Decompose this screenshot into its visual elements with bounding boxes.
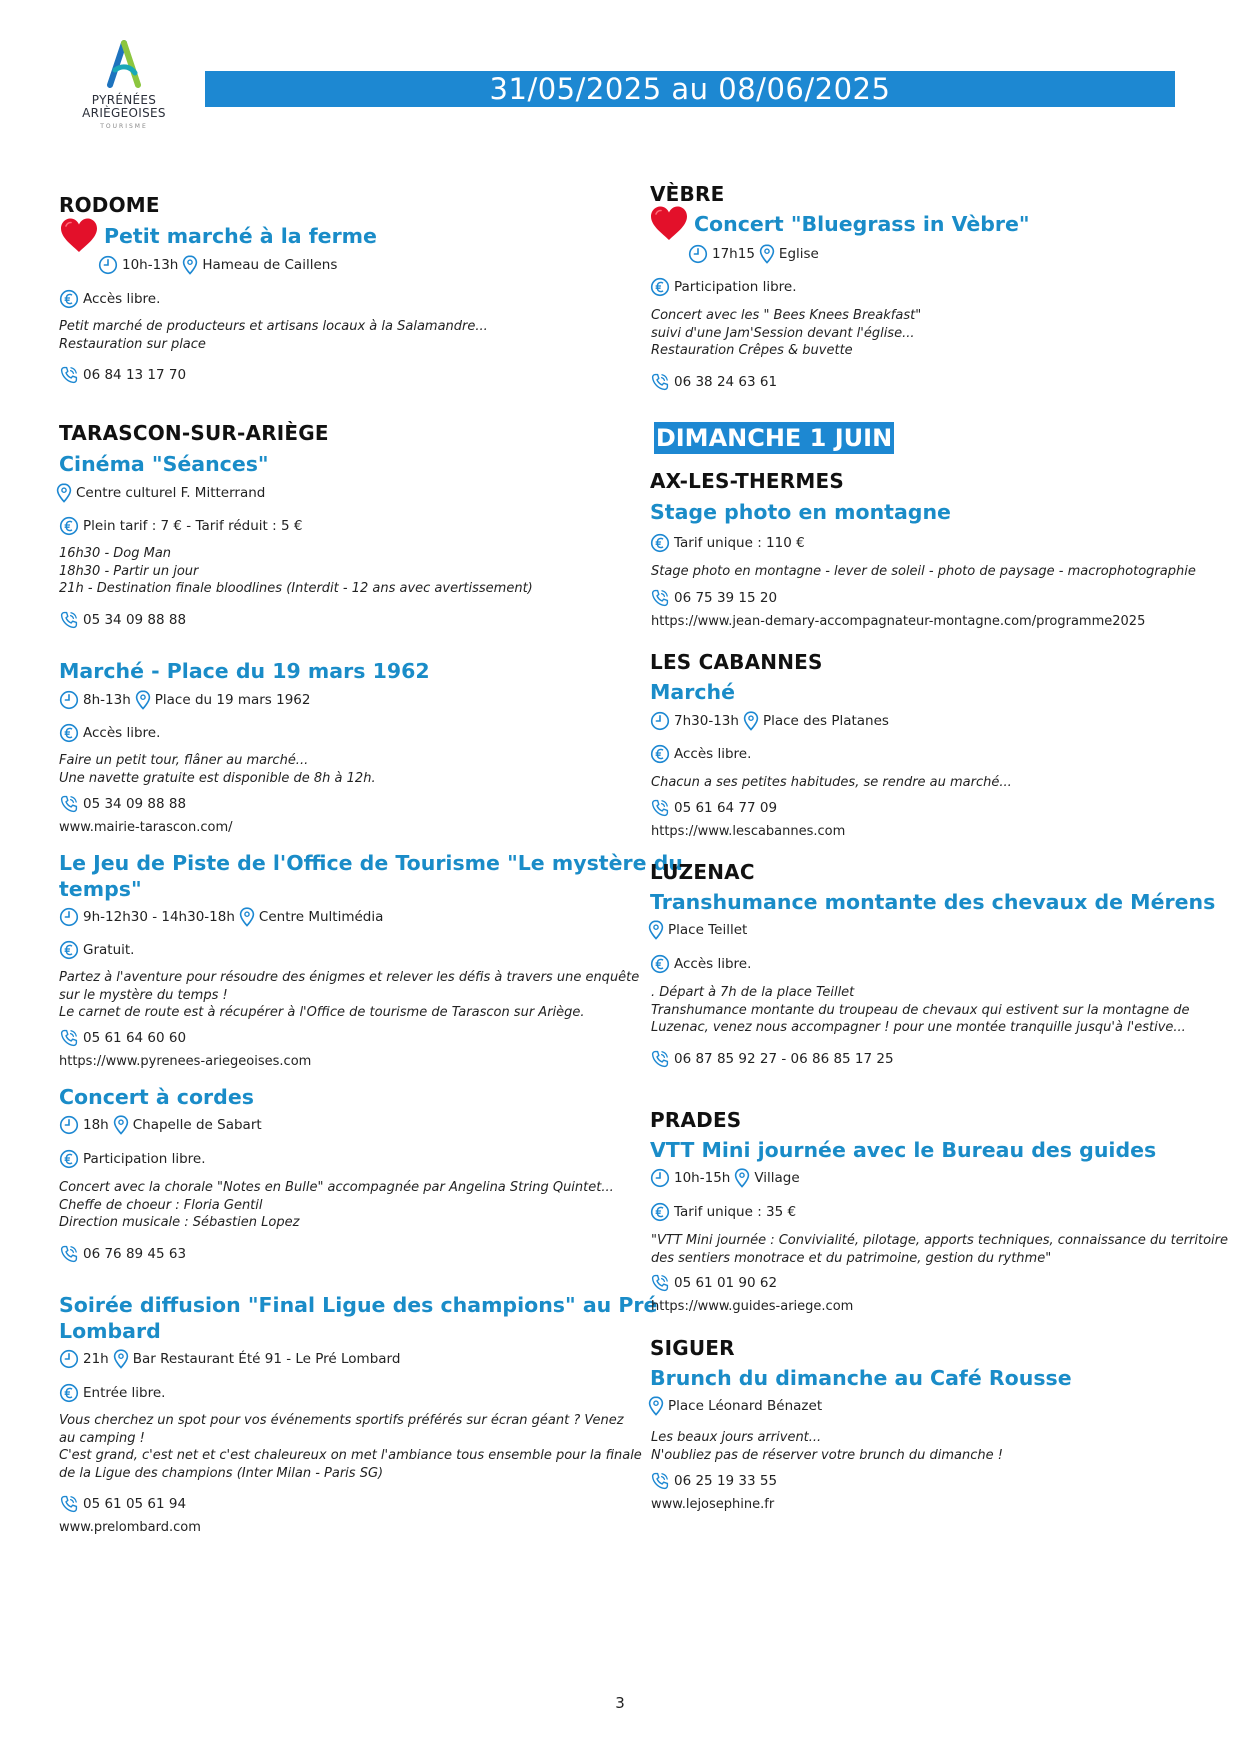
desc-line: Vous cherchez un spot pour vos événements sportifs préférés sur écran géant ? Venez (59, 1413, 624, 1428)
event-phone (59, 1028, 186, 1048)
phone-number[interactable]: 06 87 85 92 27 - 06 86 85 17 25 (674, 1051, 894, 1067)
event-title-petit-marche[interactable]: Petit marché à la ferme (104, 224, 377, 248)
event-time-place (688, 244, 819, 264)
clock-icon (59, 1115, 79, 1135)
event-title-marche-tarascon[interactable]: Marché - Place du 19 mars 1962 (59, 659, 430, 683)
euro-icon (650, 277, 670, 297)
phone-icon (650, 372, 670, 392)
desc-line: Concert avec les " Bees Knees Breakfast" (651, 308, 922, 323)
desc-line: sur le mystère du temps ! (59, 987, 228, 1003)
event-time: 10h-15h (674, 1170, 731, 1186)
event-time: 7h30-13h (674, 713, 739, 729)
city-vebre: VÈBRE (650, 182, 725, 206)
event-time: 8h-13h (83, 692, 131, 708)
desc-line: 18h30 - Partir un jour (59, 563, 199, 579)
location-pin-icon (56, 483, 72, 503)
event-price (650, 954, 751, 974)
event-price (59, 516, 302, 536)
city-les-cabannes: LES CABANNES (650, 650, 823, 674)
location-pin-icon (113, 1115, 129, 1135)
price-text: Gratuit. (83, 942, 135, 958)
phone-number[interactable]: 05 61 05 61 94 (83, 1496, 187, 1512)
desc-line: . Départ à 7h de la place Teillet (651, 985, 855, 1000)
event-website-link[interactable]: https://www.guides-ariege.com (651, 1299, 854, 1314)
event-time-place (650, 1168, 800, 1188)
event-title-stage-photo[interactable]: Stage photo en montagne (650, 500, 951, 524)
event-website-link[interactable]: https://www.jean-demary-accompagnateur-montagne.com/programme2025 (651, 614, 1146, 629)
clock-icon (650, 711, 670, 731)
event-website-link[interactable]: https://www.lescabannes.com (651, 824, 846, 839)
price-text: Accès libre. (83, 291, 161, 307)
event-title-soiree-diffusion[interactable] (59, 1292, 657, 1344)
price-text: Participation libre. (674, 279, 797, 295)
event-time-place (59, 907, 383, 927)
event-description (651, 1429, 1003, 1464)
event-phone (650, 588, 777, 608)
phone-icon (650, 1471, 670, 1491)
event-time: 18h (83, 1117, 109, 1133)
euro-icon (59, 289, 79, 309)
title-line: Lombard (59, 1319, 161, 1343)
event-phone (59, 1494, 186, 1514)
event-place: Place Léonard Bénazet (668, 1398, 823, 1414)
logo-line-1: PYRÉNÉES (91, 93, 157, 107)
page-number: 3 (615, 1694, 625, 1712)
event-description (59, 318, 488, 353)
event-title-brunch[interactable]: Brunch du dimanche au Café Rousse (650, 1366, 1072, 1390)
location-pin-icon (113, 1349, 129, 1369)
phone-icon (650, 588, 670, 608)
event-phone (59, 610, 186, 630)
event-place: Hameau de Caillens (202, 257, 338, 273)
event-place: Place du 19 mars 1962 (154, 692, 311, 708)
event-description (651, 984, 1189, 1037)
logo-mark-icon (102, 40, 146, 94)
phone-icon (59, 1028, 79, 1048)
desc-line: suivi d'une Jam'Session devant l'église... (651, 325, 915, 341)
event-price (650, 533, 805, 553)
event-website-link[interactable]: www.mairie-tarascon.com/ (59, 820, 233, 835)
city-prades: PRADES (650, 1108, 742, 1132)
price-text: Plein tarif : 7 € - Tarif réduit : 5 € (83, 518, 303, 534)
phone-number[interactable]: 05 34 09 88 88 (83, 612, 187, 628)
desc-line: de la Ligue des champions (Inter Milan - Paris SG) (59, 1465, 384, 1481)
location-pin-icon (734, 1168, 750, 1188)
location-pin-icon (648, 920, 664, 940)
phone-icon (59, 365, 79, 385)
event-title-marche-cabannes[interactable]: Marché (650, 680, 735, 704)
euro-icon (59, 940, 79, 960)
event-description (651, 774, 1012, 792)
event-phone (650, 1273, 777, 1293)
city-tarascon: TARASCON-SUR-ARIÈGE (59, 421, 329, 445)
event-title-bluegrass[interactable]: Concert "Bluegrass in Vèbre" (694, 212, 1030, 236)
desc-line: Transhumance montante du troupeau de chevaux qui estivent sur la montagne de (651, 1002, 1190, 1018)
city-ax-les-thermes: AX-LES-THERMES (650, 469, 844, 493)
desc-line: Cheffe de choeur : Floria Gentil (59, 1197, 263, 1213)
clock-icon (98, 255, 118, 275)
phone-number[interactable]: 05 61 01 90 62 (674, 1275, 778, 1291)
city-siguer: SIGUER (650, 1336, 735, 1360)
euro-icon (650, 1202, 670, 1222)
phone-number[interactable]: 05 34 09 88 88 (83, 796, 187, 812)
phone-icon (650, 1049, 670, 1069)
desc-line: Luzenac, venez nous accompagner ! pour une montée tranquille jusqu'à l'estive... (651, 1020, 1186, 1035)
euro-icon (59, 1383, 79, 1403)
phone-number[interactable]: 06 25 19 33 55 (674, 1473, 778, 1489)
price-text: Participation libre. (83, 1151, 206, 1167)
price-text: Entrée libre. (83, 1385, 166, 1401)
desc-line: Stage photo en montagne - lever de soleil - photo de paysage - macrophotographie (651, 564, 1196, 579)
price-text: Tarif unique : 35 € (674, 1204, 797, 1220)
event-phone (650, 798, 777, 818)
location-pin-icon (182, 255, 198, 275)
phone-number[interactable]: 05 61 64 60 60 (83, 1030, 187, 1046)
clock-icon (59, 907, 79, 927)
phone-number[interactable]: 06 38 24 63 61 (674, 374, 778, 390)
event-price (650, 1202, 796, 1222)
price-text: Accès libre. (83, 725, 161, 741)
event-time: 10h-13h (122, 257, 179, 273)
event-time: 21h (83, 1351, 109, 1367)
desc-line: des sentiers monotrace et du patrimoine, gestion du rythme" (651, 1250, 1052, 1266)
event-place: Eglise (778, 246, 819, 262)
day-heading: DIMANCHE 1 JUIN (655, 424, 893, 452)
desc-line: Concert avec la chorale "Notes en Bulle" accompagnée par Angelina String Quintet... (59, 1180, 614, 1195)
desc-line: C'est grand, c'est net et c'est chaleureux on met l'ambiance tous ensemble pour la finale (59, 1448, 642, 1463)
event-time-place (59, 1115, 262, 1135)
phone-number[interactable]: 06 76 89 45 63 (83, 1246, 187, 1262)
title-line: Le Jeu de Piste de l'Office de Tourisme "Le mystère du (59, 851, 683, 875)
event-phone (59, 794, 186, 814)
logo (74, 40, 174, 130)
event-price (59, 723, 160, 743)
event-title-vtt[interactable]: VTT Mini journée avec le Bureau des guides (650, 1138, 1157, 1162)
clock-icon (650, 1168, 670, 1188)
location-pin-icon (135, 690, 151, 710)
date-range-banner: 31/05/2025 au 08/06/2025 (205, 71, 1175, 107)
event-website-link[interactable]: www.prelombard.com (59, 1520, 201, 1535)
event-time: 9h-12h30 - 14h30-18h (83, 909, 235, 925)
event-place-row (648, 1396, 822, 1416)
desc-line: Restauration sur place (59, 336, 206, 352)
logo-line-3: TOURISME (100, 123, 148, 130)
phone-icon (59, 1494, 79, 1514)
desc-line: Direction musicale : Sébastien Lopez (59, 1215, 300, 1230)
euro-icon (59, 723, 79, 743)
event-time-place (59, 690, 311, 710)
city-rodome: RODOME (59, 193, 160, 217)
location-pin-icon (648, 1396, 664, 1416)
desc-line: Faire un petit tour, flâner au marché... (59, 753, 309, 768)
title-line: Soirée diffusion "Final Ligue des champions" au Pré (59, 1293, 658, 1317)
event-price (59, 1149, 206, 1169)
euro-icon (650, 744, 670, 764)
euro-icon (650, 533, 670, 553)
location-pin-icon (759, 244, 775, 264)
phone-icon (650, 1273, 670, 1293)
location-pin-icon (239, 907, 255, 927)
title-line: temps" (59, 877, 142, 901)
event-description (59, 1179, 614, 1232)
event-place: Chapelle de Sabart (132, 1117, 262, 1133)
phone-icon (59, 1244, 79, 1264)
price-text: Tarif unique : 110 € (674, 535, 805, 551)
desc-line: Petit marché de producteurs et artisans locaux à la Salamandre... (59, 319, 488, 334)
price-text: Accès libre. (674, 746, 752, 762)
event-place: Centre Multimédia (258, 909, 384, 925)
event-description (651, 563, 1196, 581)
event-description (651, 307, 921, 360)
phone-icon (59, 610, 79, 630)
event-phone (650, 372, 777, 392)
phone-icon (650, 798, 670, 818)
desc-line: Chacun a ses petites habitudes, se rendre au marché... (651, 775, 1012, 790)
phone-number[interactable]: 05 61 64 77 09 (674, 800, 778, 816)
euro-icon (59, 1149, 79, 1169)
event-time: 17h15 (712, 246, 755, 262)
desc-line: Une navette gratuite est disponible de 8h à 12h. (59, 770, 376, 786)
event-phone (650, 1049, 894, 1069)
event-phone (59, 1244, 186, 1264)
euro-icon (650, 954, 670, 974)
desc-line: "VTT Mini journée : Convivialité, pilotage, apports techniques, connaissance du territoire (651, 1233, 1229, 1248)
desc-line: Restauration Crêpes & buvette (651, 343, 853, 358)
event-website-link[interactable]: www.lejosephine.fr (651, 1497, 775, 1512)
event-time-place (98, 255, 337, 275)
event-description (59, 752, 376, 787)
logo-line-2: ARIÈGEOISES (82, 106, 166, 120)
desc-line: au camping ! (59, 1430, 145, 1446)
clock-icon (59, 1349, 79, 1369)
event-price (59, 1383, 165, 1403)
event-title-transhumance[interactable]: Transhumance montante des chevaux de Mérens (650, 890, 1216, 914)
event-place: Place Teillet (668, 922, 748, 938)
phone-number[interactable]: 06 75 39 15 20 (674, 590, 778, 606)
event-title-jeu-de-piste[interactable] (59, 850, 683, 902)
heart-icon (648, 204, 690, 242)
desc-line: 16h30 - Dog Man (59, 546, 172, 561)
event-description (651, 1232, 1228, 1267)
event-price (650, 744, 751, 764)
clock-icon (59, 690, 79, 710)
desc-line: 21h - Destination finale bloodlines (Interdit - 12 ans avec avertissement) (59, 581, 533, 596)
event-website-link[interactable]: https://www.pyrenees-ariegeoises.com (59, 1054, 312, 1069)
event-price (650, 277, 797, 297)
event-phone (650, 1471, 777, 1491)
event-place: Village (754, 1170, 800, 1186)
event-price (59, 289, 160, 309)
price-text: Accès libre. (674, 956, 752, 972)
clock-icon (688, 244, 708, 264)
desc-line: Les beaux jours arrivent... (651, 1430, 822, 1445)
event-title-cinema[interactable]: Cinéma "Séances" (59, 452, 269, 476)
heart-icon (58, 216, 100, 254)
event-place-row (648, 920, 747, 940)
phone-icon (59, 794, 79, 814)
desc-line: Le carnet de route est à récupérer à l'Office de tourisme de Tarascon sur Ariège. (59, 1005, 585, 1020)
event-description (59, 1412, 642, 1482)
event-place: Place des Platanes (762, 713, 889, 729)
event-title-concert-cordes[interactable]: Concert à cordes (59, 1085, 254, 1109)
event-place: Centre culturel F. Mitterrand (76, 485, 266, 501)
euro-icon (59, 516, 79, 536)
event-time-place (59, 1349, 400, 1369)
desc-line: Partez à l'aventure pour résoudre des énigmes et relever les défis à travers une enquête (59, 970, 640, 985)
event-phone (59, 365, 186, 385)
event-time-place (650, 711, 889, 731)
location-pin-icon (743, 711, 759, 731)
desc-line: N'oubliez pas de réserver votre brunch du dimanche ! (651, 1447, 1003, 1463)
event-place-row (56, 483, 265, 503)
city-luzenac: LUZENAC (650, 860, 755, 884)
phone-number[interactable]: 06 84 13 17 70 (83, 367, 187, 383)
event-description (59, 545, 533, 598)
event-place: Bar Restaurant Été 91 - Le Pré Lombard (132, 1351, 401, 1367)
event-price (59, 940, 134, 960)
event-description (59, 969, 639, 1022)
